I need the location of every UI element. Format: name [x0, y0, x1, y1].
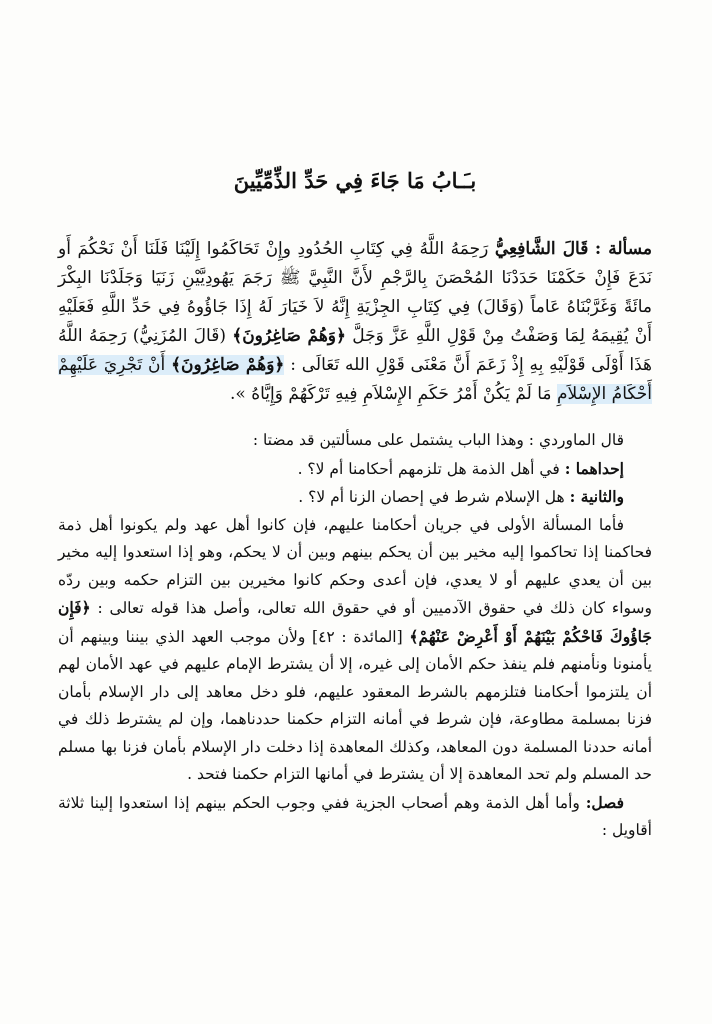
masala-paragraph — [58, 235, 652, 409]
discussion-text-1: فأما المسألة الأولى في جريان أحكامنا عليهم، فإن كانوا أهل عهد ولم يكونوا أهل ذمة فحاكمنا إذا تحاكموا إليه مخير بين أن يحكم بينهم وبين أن لا يحكم، وهو إذا استعدوا إليه مخير بين أن يعدي عليهم أو لا يعدي، فإن أعدى وحكم كانوا مخيرين بين التزام حكمه وبين ردّه وسواء كان ذلك في حقوق الآدميين أو في حقوق الله تعالى، وأصل هذا قوله تعالى : — [58, 515, 652, 617]
first-issue-text: في أهل الذمة هل تلزمهم أحكامنا أم لا؟ . — [297, 459, 560, 478]
masala-text-2: (قَالَ المُزَنِيُّ) رَحِمَهُ اللَّهُ هَذَا أَوْلَى قَوْلَيْهِ بِهِ إِذْ زَعَمَ أَنَّ مَعْنَى قَوْلِ الله تَعَالَى : — [58, 326, 652, 375]
first-issue — [58, 455, 652, 484]
second-issue-label: والثانية : — [569, 487, 624, 506]
masala-label: مسألة : — [594, 239, 653, 259]
quran-quote-maida: ﴿فَإِن جَاؤُوكَ فَاحْكُمْ بَيْنَهُمْ أَوْ أَعْرِضْ عَنْهُمْ﴾ — [58, 598, 652, 646]
fasl-text: وأما أهل الذمة وهم أصحاب الجزية ففي وجوب الحكم بينهم إذا استعدوا إلينا ثلاثة أقاويل : — [58, 793, 652, 839]
second-issue — [58, 483, 652, 512]
commentary-intro: قال الماوردي : وهذا الباب يشتمل على مسألتين قد مضتا : — [252, 431, 624, 449]
quran-quote-1: ﴿وَهُمْ صَاغِرُونَ﴾ — [232, 326, 346, 346]
second-issue-text: هل الإسلام شرط في إحصان الزنا أم لا؟ . — [298, 488, 565, 506]
fasl-paragraph — [58, 789, 652, 845]
first-issue-label: إحداهما : — [564, 458, 624, 478]
quran-quote-2: ﴿وَهُمْ صَاغِرُونَ﴾ — [171, 355, 285, 375]
first-issue-discussion — [58, 512, 652, 789]
masala-text-4: مَا لَمْ يَكُنْ أَمْرُ حَكَمِ الإِسْلاَمِ فِيهِ تَرْكَهُمْ وَإِيَّاهُ ». — [230, 384, 552, 404]
chapter-title: بـَـابُ مَا جَاءَ فِي حَدِّ الذِّمِّيِّينَ — [233, 168, 477, 193]
masala-text-1: رَحِمَهُ اللَّهُ فِي كِتَابِ الحُدُودِ وإِنْ تَحَاكَمُوا إِلَيْنَا فَلَنَا أَنْ نَحْكُمَ أَو نَدَعَ فَإِنْ حَكَمْنَا حَدَدْنَا المُحْصَنَ بِالرَّجْمِ لأَنَّ النَّبِيَّ ﷺ رَجَمَ يَهُودِيَّيْنِ زَنَيَا وَجَلَدْنَا البِكْرَ مائَةً وَغَرَّبْنَاهُ عَاماً (وَقَالَ) فِي كِتَابِ الجِزْيَةِ إِنَّهُ لاَ خَيَارَ لَهُ إِذَا جَاؤُوهُ فِي حَدِّ اللَّهِ فَعَلَيْهِ أَنْ يُقِيمَهُ لِمَا وَصَفْتُ مِنْ قَوْلِ اللَّهِ عَزَّ وَجَلَّ — [58, 239, 652, 346]
fasl-label: فصل: — [585, 792, 624, 812]
section-gap — [58, 409, 652, 427]
commentary — [58, 427, 652, 845]
discussion-text-2: [المائدة : ٤٢] ولأن موجب العهد الذي بيننا وبينهم أن يأمنونا ونأمنهم فلم ينفذ حكم الأمان إلى غيره، إلا أن يشترط الإمام عليهم في عهد الأمان لهم أن يلتزموا أحكامنا فتلزمهم بالشرط المعقود عليهم، فلو دخل معاهد إلى دار الإسلام بأمان فزنا بمسلمة مطاوعة، فإن شرط في أمانه التزام حكمنا حددناهما، وإن لم يشترط ذلك في أمانه حددنا المسلمة دون المعاهد، وكذلك المعاهدة إذا دخلت دار الإسلام بأمان فزنا بها مسلم حد المسلم ولم تحد المعاهدة إلا أن يشترط في أمانها التزام حكمنا فتحد . — [58, 627, 652, 783]
masala-text-3: أَنْ تَجْرِيَ عَلَيْهِمْ أَحْكَامُ الإِسْلاَمِ — [58, 355, 652, 404]
shafii-name: قَالَ الشَّافِعِيُّ — [494, 239, 589, 259]
